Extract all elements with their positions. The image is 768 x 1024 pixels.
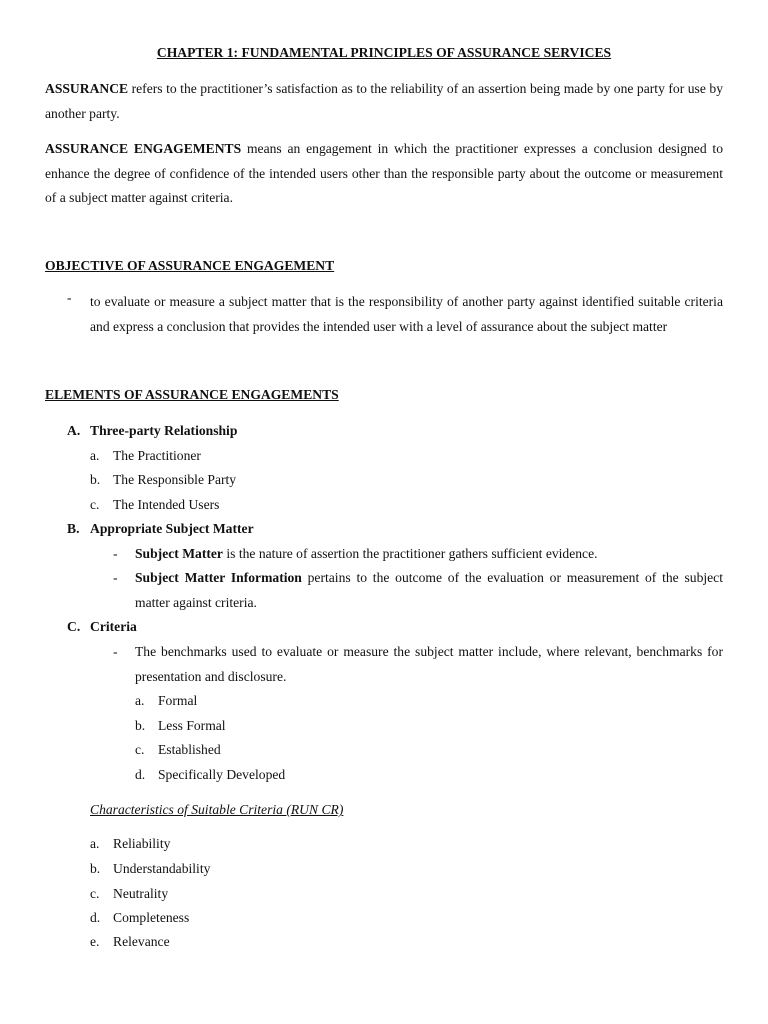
list-marker: c. (135, 742, 145, 757)
section-c-label: Criteria (90, 619, 137, 634)
list-item: Formal (158, 693, 198, 708)
list-marker: a. (135, 693, 145, 708)
definition-text: means an engagement in which the practitioner expresses a conclusion designed to enhance the degree of confidence of the intended users other than the responsible party about the outcome or measurement of a subject matter against criteria. (45, 141, 723, 205)
definition-assurance-engagements (45, 137, 723, 211)
list-dash: - (113, 546, 118, 561)
list-item: Understandability (113, 861, 211, 876)
list-item: The Intended Users (113, 497, 220, 512)
item-term: Subject Matter (135, 546, 223, 561)
page-title: CHAPTER 1: FUNDAMENTAL PRINCIPLES OF ASSURANCE SERVICES (156, 45, 612, 60)
list-marker: e. (90, 934, 100, 949)
list-item: The Responsible Party (113, 472, 237, 487)
item-text: is the nature of assertion the practitioner gathers sufficient evidence. (222, 546, 598, 561)
definition-text: refers to the practitioner’s satisfaction as to the reliability of an assertion being made by one party for use by another party. (45, 81, 723, 121)
list-item: Completeness (113, 910, 190, 925)
characteristics-heading: Characteristics of Suitable Criteria (RUN CR) (90, 802, 344, 817)
subject-matter-item (135, 542, 723, 567)
list-item: Less Formal (158, 718, 226, 733)
section-a-marker: A. (67, 423, 81, 438)
section-b-label: Appropriate Subject Matter (90, 521, 254, 536)
item-text: pertains to the outcome of the evaluation or measurement of the subject matter against criteria. (135, 570, 723, 610)
list-item: Relevance (113, 934, 170, 949)
definition-term: ASSURANCE (45, 81, 129, 96)
list-marker: d. (135, 767, 146, 782)
item-term: Subject Matter Information (135, 570, 302, 585)
list-dash: - (113, 570, 118, 585)
list-item: The Practitioner (113, 448, 201, 463)
list-item: Neutrality (113, 886, 169, 901)
section-a-label: Three-party Relationship (90, 423, 238, 438)
elements-heading: ELEMENTS OF ASSURANCE ENGAGEMENTS (45, 387, 339, 402)
list-item: Reliability (113, 836, 171, 851)
list-marker: b. (135, 718, 146, 733)
objective-heading: OBJECTIVE OF ASSURANCE ENGAGEMENT (45, 258, 335, 273)
objective-bullet: - (67, 290, 72, 305)
section-b-marker: B. (67, 521, 80, 536)
objective-text: to evaluate or measure a subject matter that is the responsibility of another party against identified suitable criteria and express a conclusion that provides the intended user with a level of assurance about the subject matter (90, 294, 723, 334)
list-marker: b. (90, 472, 101, 487)
subject-matter-information-item (135, 566, 723, 615)
list-marker: d. (90, 910, 101, 925)
definition-assurance (45, 77, 723, 126)
list-dash: - (113, 644, 118, 659)
criteria-text: The benchmarks used to evaluate or measure the subject matter include, where relevant, benchmarks for presentation and disclosure. (135, 644, 723, 684)
definition-term: ASSURANCE ENGAGEMENTS (45, 141, 242, 156)
list-marker: a. (90, 448, 100, 463)
list-marker: a. (90, 836, 100, 851)
section-c-marker: C. (67, 619, 81, 634)
list-marker: b. (90, 861, 101, 876)
list-item: Established (158, 742, 221, 757)
list-item: Specifically Developed (158, 767, 286, 782)
list-marker: c. (90, 497, 100, 512)
list-marker: c. (90, 886, 100, 901)
